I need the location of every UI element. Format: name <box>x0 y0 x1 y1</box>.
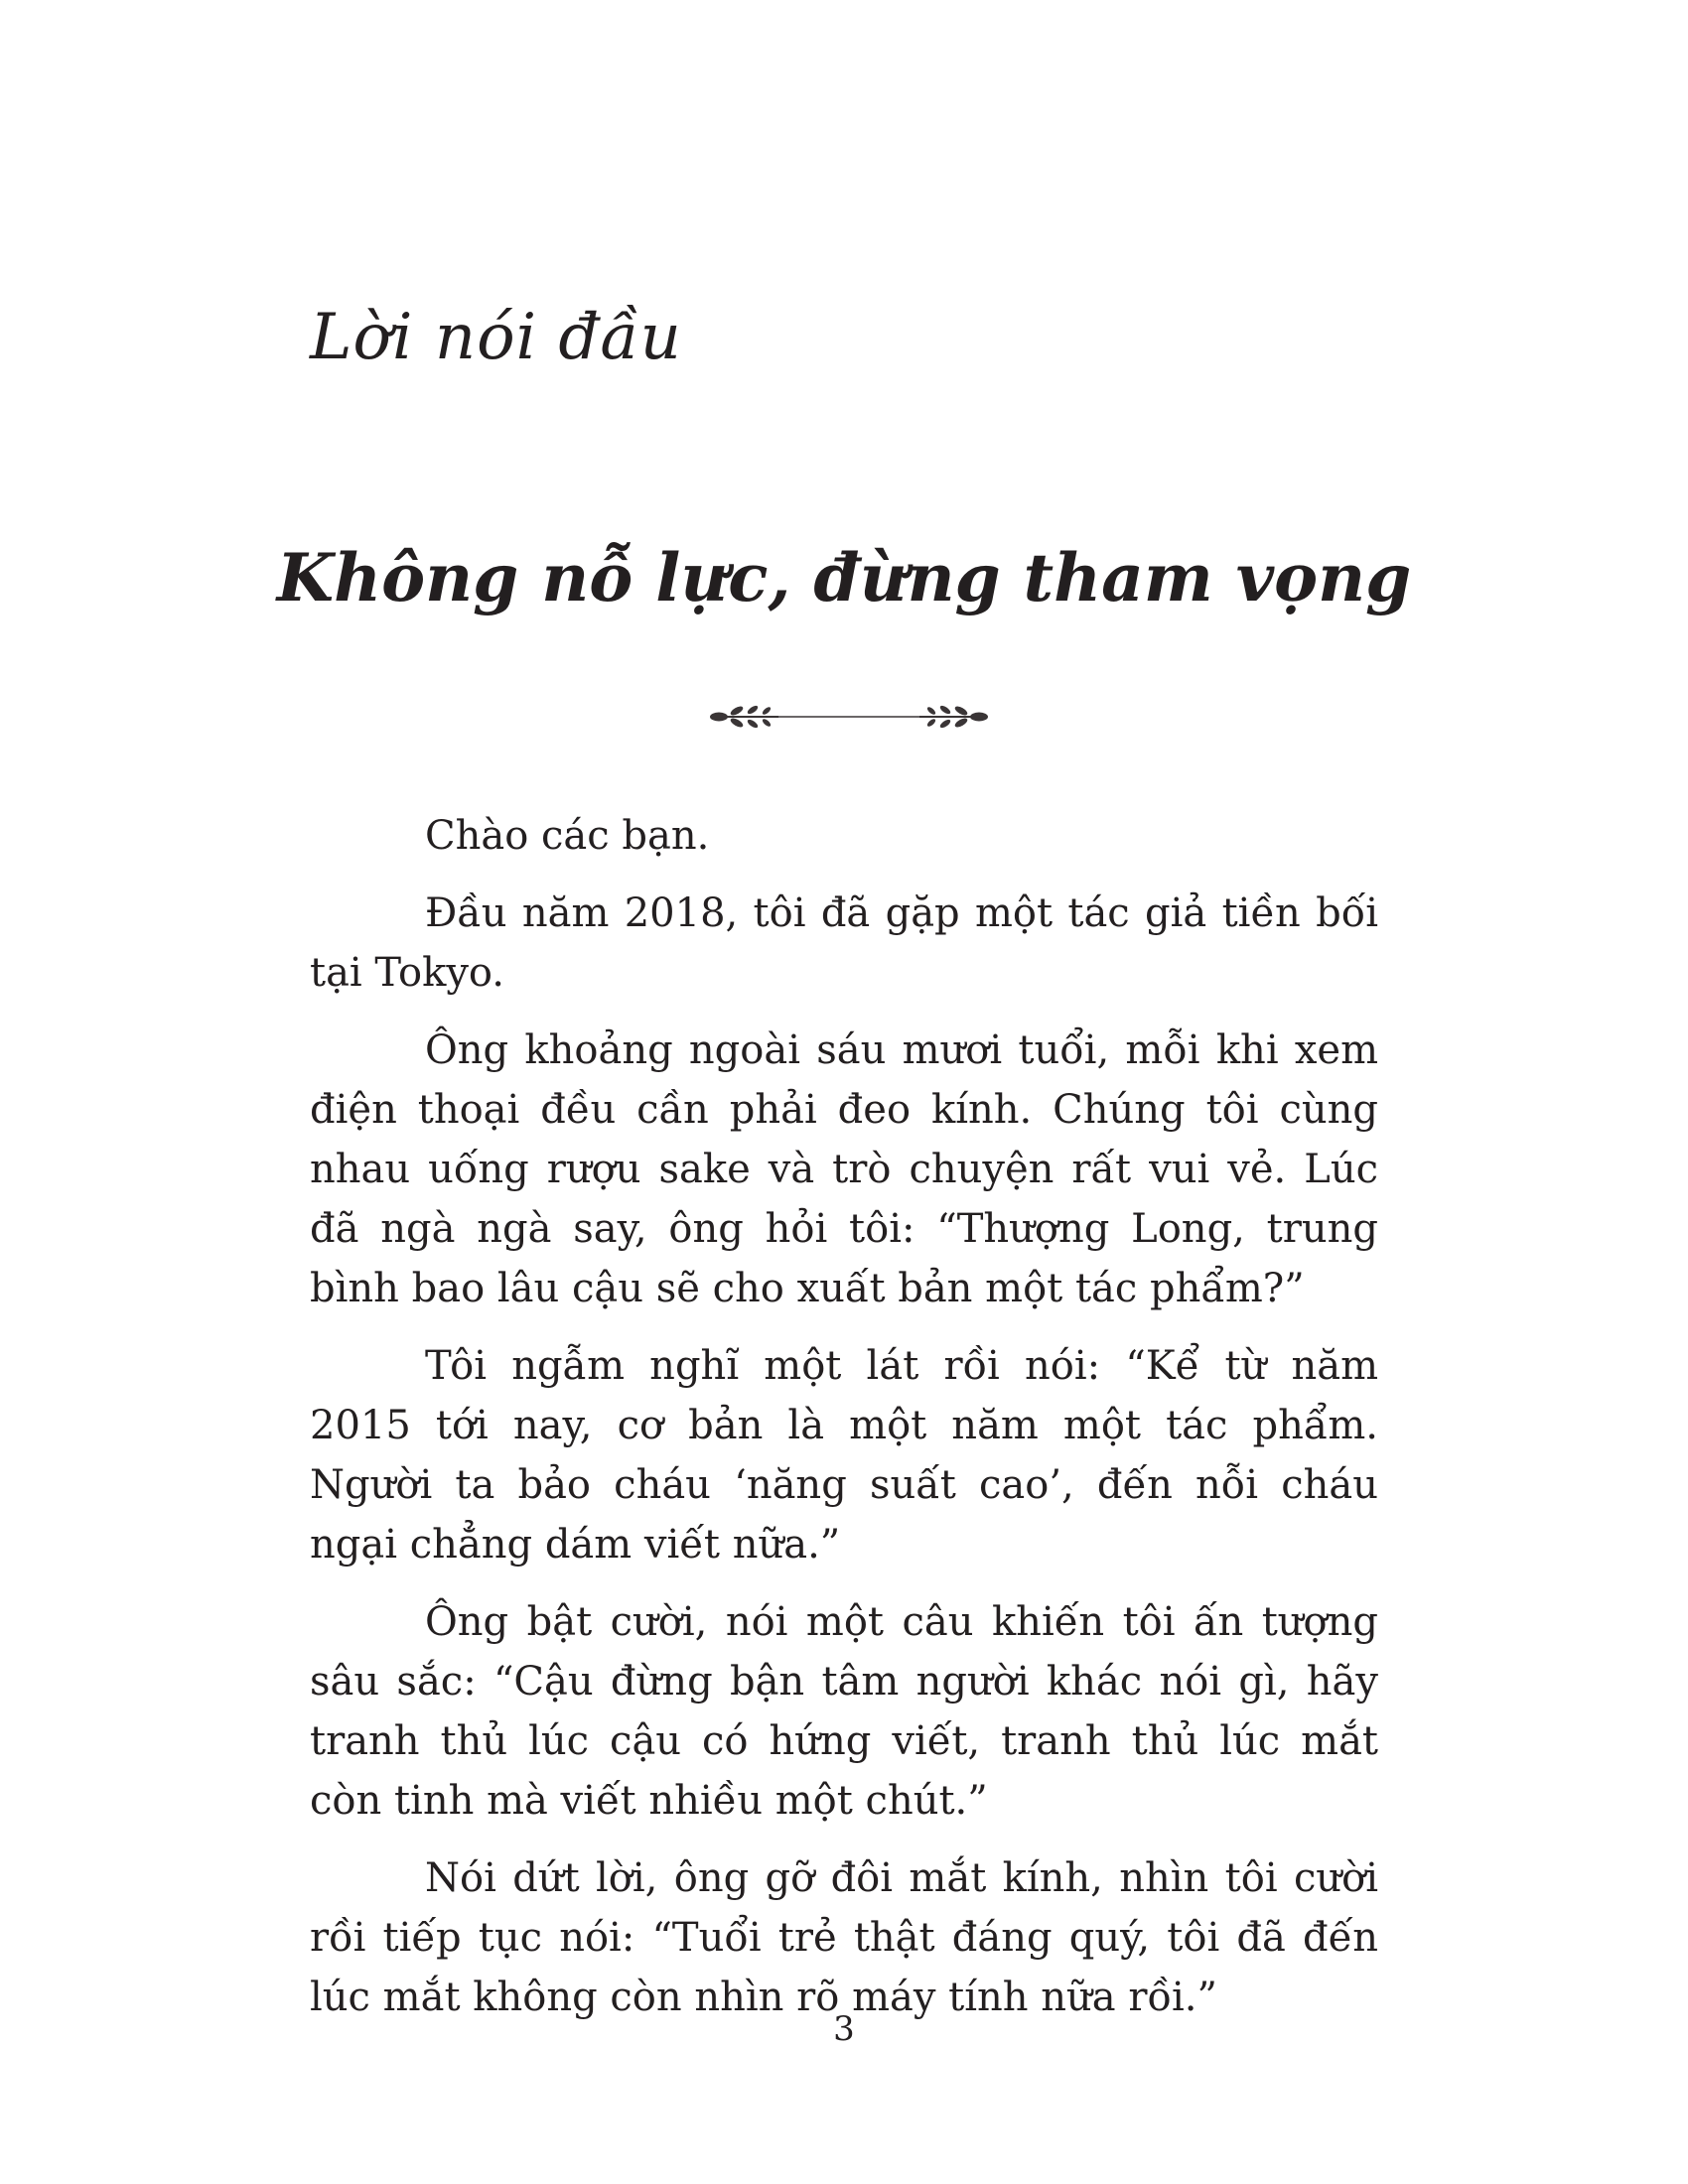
paragraph: Ông khoảng ngoài sáu mươi tuổi, mỗi khi xem điện thoại đều cần phải đeo kính. Chúng tôi cùng nhau uống rượu sake và trò chuyện rất vui vẻ. Lúc đã ngà ngà say, ông hỏi tôi: “Thượng Long, trung bình bao lâu cậu sẽ cho xuất bản một tác phẩm?” <box>310 1027 1378 1311</box>
paragraph: Nói dứt lời, ông gỡ đôi mắt kính, nhìn tôi cười rồi tiếp tục nói: “Tuổi trẻ thật đáng quý, tôi đã đến lúc mắt không còn nhìn rõ máy tính nữa rồi.” <box>310 1855 1378 2020</box>
paragraph: Đầu năm 2018, tôi đã gặp một tác giả tiền bối tại Tokyo. <box>310 890 1378 996</box>
paragraph: Tôi ngẫm nghĩ một lát rồi nói: “Kể từ năm 2015 tới nay, cơ bản là một năm một tác phẩm. Người ta bảo cháu ‘năng suất cao’, đến nỗi cháu ngại chẳng dám viết nữa.” <box>310 1343 1378 1568</box>
body-text <box>310 806 1378 2045</box>
section-label: Lời nói đầu <box>310 301 682 374</box>
paragraph: Chào các bạn. <box>425 813 710 859</box>
page-number: 3 <box>833 2009 855 2049</box>
chapter-title: Không nỗ lực, đừng tham vọng <box>276 539 1412 616</box>
paragraph: Ông bật cười, nói một câu khiến tôi ấn tượng sâu sắc: “Cậu đừng bận tâm người khác nói gì, hãy tranh thủ lúc cậu có hứng viết, tranh thủ lúc mắt còn tinh mà viết nhiều một chút.” <box>310 1599 1378 1824</box>
laurel-divider-icon <box>709 697 989 737</box>
